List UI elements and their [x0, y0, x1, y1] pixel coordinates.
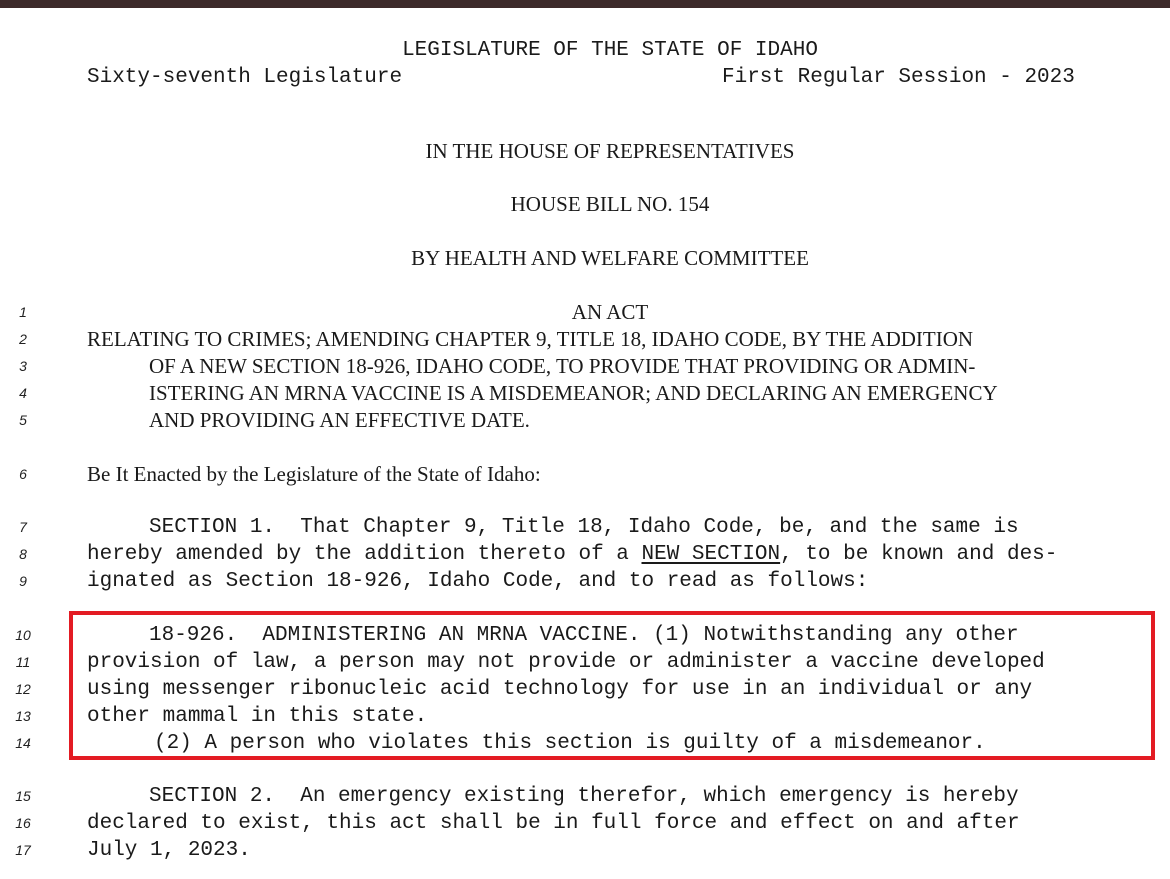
title-line: ISTERING AN MRNA VACCINE IS A MISDEMEANOR; AND DECLARING AN EMERGENCY	[149, 381, 998, 405]
title-line: RELATING TO CRIMES; AMENDING CHAPTER 9, TITLE 18, IDAHO CODE, BY THE ADDITION	[87, 327, 974, 351]
line-number: 1	[19, 304, 27, 320]
section1-line	[87, 541, 1057, 568]
line-number: 15	[15, 788, 31, 804]
legislature-heading: LEGISLATURE OF THE STATE OF IDAHO	[402, 39, 818, 62]
section2-line: declared to exist, this act shall be in full force and effect on and after	[87, 812, 1020, 835]
act-title: AN ACT	[571, 300, 649, 324]
line-number: 16	[15, 815, 31, 831]
line-number: 17	[15, 842, 31, 858]
line-number: 10	[15, 627, 31, 643]
new-section-line: (2) A person who violates this section is guilty of a misdemeanor.	[154, 732, 986, 755]
title-line: OF A NEW SECTION 18-926, IDAHO CODE, TO PROVIDE THAT PROVIDING OR ADMIN-	[149, 354, 976, 378]
legislature-number: Sixty-seventh Legislature	[87, 66, 403, 89]
line-number: 14	[15, 735, 31, 751]
section1-line: ignated as Section 18-926, Idaho Code, and to read as follows:	[87, 570, 869, 593]
section2-line: SECTION 2. An emergency existing therefor, which emergency is hereby	[149, 785, 1019, 808]
section1-line: SECTION 1. That Chapter 9, Title 18, Idaho Code, be, and the same is	[149, 516, 1019, 539]
title-line: AND PROVIDING AN EFFECTIVE DATE.	[149, 408, 530, 432]
new-section-line: provision of law, a person may not provide or administer a vaccine developed	[87, 651, 1045, 674]
new-section-underlined: NEW SECTION	[641, 543, 781, 566]
enacting-clause: Be It Enacted by the Legislature of the State of Idaho:	[87, 462, 541, 486]
section1-text: hereby amended by the addition thereto of a	[87, 543, 642, 566]
line-number: 4	[19, 385, 27, 401]
new-section-line: other mammal in this state.	[87, 705, 428, 728]
line-number: 12	[15, 681, 31, 697]
line-number: 8	[19, 546, 27, 562]
sponsor-line: BY HEALTH AND WELFARE COMMITTEE	[411, 246, 809, 270]
line-number: 13	[15, 708, 31, 724]
line-number: 2	[19, 331, 27, 347]
new-section-line: using messenger ribonucleic acid technology for use in an individual or any	[87, 678, 1033, 701]
window-top-bar	[0, 0, 1170, 8]
line-number: 3	[19, 358, 27, 374]
line-number: 9	[19, 573, 27, 589]
line-number: 11	[15, 654, 31, 670]
bill-number: HOUSE BILL NO. 154	[510, 192, 710, 216]
section1-text: , to be known and des-	[780, 543, 1058, 566]
section2-line: July 1, 2023.	[87, 839, 251, 862]
session-label: First Regular Session - 2023	[722, 66, 1075, 89]
house-heading: IN THE HOUSE OF REPRESENTATIVES	[425, 139, 795, 163]
line-number: 7	[19, 519, 27, 535]
new-section-line: 18-926. ADMINISTERING AN MRNA VACCINE. (1) Notwithstanding any other	[149, 624, 1019, 647]
line-number: 5	[19, 412, 27, 428]
line-number: 6	[19, 466, 27, 482]
